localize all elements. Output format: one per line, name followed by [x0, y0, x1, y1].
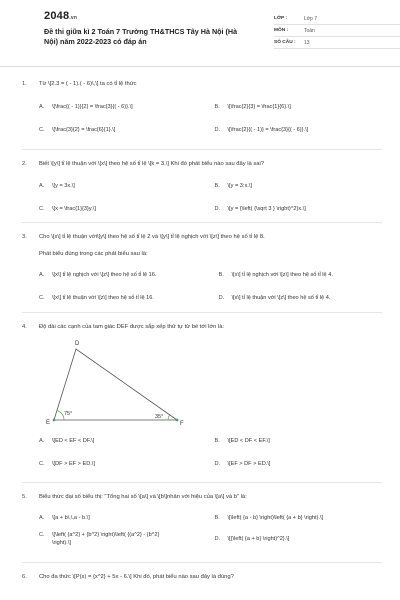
option-text: \[x = \frac{1}{3}y.\] [52, 206, 96, 212]
question-number: 6. [22, 574, 27, 580]
meta-label: SỐ CÂU : [274, 40, 296, 45]
option-text: \[\left( {a - b} \right)\left( {a + b} \right).\] [227, 515, 324, 521]
meta-label: LỚP : [274, 16, 288, 21]
options-grid [39, 182, 382, 213]
options-grid [39, 514, 382, 547]
vertex-f-dot [176, 419, 179, 422]
option-letter: B. [214, 104, 220, 110]
question-stem [22, 233, 382, 241]
option-letter: A. [39, 438, 45, 444]
header-divider [0, 66, 400, 67]
option-letter: D. [214, 461, 221, 467]
option-c[interactable] [39, 294, 211, 302]
option-b[interactable] [219, 271, 382, 279]
option-c[interactable] [39, 126, 207, 134]
option-d[interactable] [215, 460, 383, 468]
question-stem [22, 323, 382, 331]
options-grid [39, 437, 382, 468]
question-text: Biết \[y\] tỉ lệ thuận với \[x\] theo hệ số tỉ lệ \[k = 3.\] Khi đó phát biểu nào sau đây là sai? [39, 161, 265, 167]
option-letter: A. [39, 183, 45, 189]
question-number: 3. [22, 234, 27, 240]
question-stem [22, 80, 382, 88]
meta-row-subject [274, 25, 400, 37]
question-3 [22, 223, 382, 313]
option-b[interactable] [215, 182, 383, 190]
angle-f-label: 35° [155, 414, 164, 420]
option-text: \[\frac{2}{3} = \frac{1}{6}.\] [227, 104, 291, 110]
option-c[interactable] [39, 460, 207, 468]
question-6 [22, 563, 382, 587]
option-letter: C. [39, 295, 45, 301]
question-text: Cho \[x\] tỉ lệ thuận với\[y\] theo hệ số tỉ lệ 2 và \[y\] tỉ lệ nghịch với \[z\] theo hệ số tỉ lệ 8. [39, 234, 265, 240]
option-letter: B. [218, 272, 224, 278]
meta-value: 13 [304, 39, 310, 46]
option-d[interactable] [215, 205, 383, 213]
angle-e-label: 75° [64, 411, 73, 417]
options-grid [39, 271, 382, 302]
question-stem [22, 493, 382, 501]
angle-e-arc [57, 411, 64, 421]
option-a[interactable] [39, 271, 211, 279]
option-letter: C. [39, 206, 45, 212]
question-subtext: Phát biểu đúng trong các phát biểu sau là: [39, 251, 148, 257]
option-b[interactable] [215, 437, 383, 445]
option-text: \[x\] tỉ lệ nghịch với \[z\] theo hệ số tỉ lệ 4. [231, 272, 333, 278]
vertex-e-dot [53, 419, 56, 422]
option-letter: B. [214, 183, 220, 189]
question-number: 2. [22, 161, 27, 167]
option-text: \[ED < EF < DF.\] [52, 438, 95, 444]
question-number: 4. [22, 324, 27, 330]
option-letter: D. [214, 536, 221, 542]
vertex-f-label: F [180, 421, 184, 427]
triangle-shape [54, 349, 177, 420]
option-letter: C. [39, 461, 45, 467]
option-letter: A. [39, 104, 45, 110]
option-letter: A. [39, 515, 45, 521]
option-text: \[ED < DF < EF.\] [227, 438, 270, 444]
question-5 [22, 483, 382, 563]
option-text: \[\left( {a^2} + {b^2} \right)\left( {(a^2} - {b^2} \right).\] [52, 532, 160, 546]
option-text: \[\frac{2}{( - 1)} = \frac{3}{( - 6)}.\] [227, 127, 309, 133]
option-c[interactable] [39, 205, 207, 213]
question-2 [22, 150, 382, 223]
option-text: \[y = {\left( {\sqrt 3 } \right)^2}x.\] [227, 206, 306, 212]
option-a[interactable] [39, 103, 207, 111]
option-text: \[DF > EF > ED.\] [52, 461, 95, 467]
options-grid [39, 103, 382, 134]
logo-suffix: .vn [69, 15, 78, 21]
question-number: 1. [22, 81, 27, 87]
meta-value: Lớp 7 [304, 15, 318, 22]
option-letter: D. [218, 295, 225, 301]
question-text: Biểu thức đại số biểu thị: "Tổng hai số \[a\] và \[b\]nhân với hiệu của \[a\] và b" là: [39, 494, 247, 500]
document-header [22, 0, 378, 62]
option-d[interactable] [215, 531, 383, 547]
vertex-e-label: E [46, 420, 51, 426]
logo-main: 2048 [44, 10, 70, 22]
question-list [22, 80, 382, 587]
option-text: \[\frac{( - 1)}{2} = \frac{3}{( - 6)}.\] [52, 104, 133, 110]
option-letter: C. [39, 532, 45, 538]
triangle-def-figure [42, 335, 192, 427]
question-4 [22, 313, 382, 483]
vertex-d-label: D [75, 341, 80, 347]
option-b[interactable] [215, 514, 383, 522]
document-title: Đề thi giữa kì 2 Toán 7 Trường TH&THCS Tây Hà Nội (Hà Nội) năm 2022-2023 có đáp án [44, 27, 238, 46]
option-text: \[\frac{3}{2} = \frac{6}{1}.\] [52, 127, 116, 133]
option-letter: B. [214, 515, 220, 521]
question-text: Độ dài các cạnh của tam giác DEF được sắp xếp thứ tự từ bé tới lớn là: [39, 324, 225, 330]
option-text: \[y = 3:x.\] [227, 183, 252, 189]
option-letter: B. [214, 438, 220, 444]
question-number: 5. [22, 494, 27, 500]
option-a[interactable] [39, 514, 207, 522]
option-letter: D. [214, 206, 221, 212]
option-c[interactable] [39, 531, 207, 547]
question-stem [22, 160, 382, 168]
option-text: \[x\] tỉ lệ nghịch với \[z\] theo hệ số tỉ lệ 16. [52, 272, 157, 278]
option-b[interactable] [215, 103, 383, 111]
option-letter: A. [39, 272, 45, 278]
option-d[interactable] [219, 294, 382, 302]
question-stem [22, 573, 382, 581]
option-a[interactable] [39, 437, 207, 445]
option-text: \[a + b\,\,a - b.\] [52, 515, 90, 521]
option-d[interactable] [215, 126, 383, 134]
option-text: \[x\] tỉ lệ thuận với \[z\] theo hệ số tỉ lệ 16. [52, 295, 154, 301]
meta-value: Toán [304, 27, 315, 34]
option-letter: C. [39, 127, 45, 133]
meta-table [274, 13, 400, 49]
option-a[interactable] [39, 182, 207, 190]
option-text: \[x\] tỉ lệ thuận với \[z\] theo hệ số tỉ lệ 4. [231, 295, 331, 301]
angle-f-arc [168, 415, 170, 420]
question-text: Từ \[2.3 = ( - 1).( - 6)\,\] ta có tỉ lệ thức [39, 81, 137, 87]
option-letter: D. [214, 127, 221, 133]
site-logo[interactable] [44, 10, 77, 22]
question-1 [22, 80, 382, 150]
meta-label: MÔN : [274, 28, 289, 33]
question-text: Cho đa thức \[P(x) = {x^2} + 5x - 6.\] Khi đó, phát biểu nào sau đây là đúng? [39, 574, 234, 580]
option-text: \[EF > DF > ED.\] [227, 461, 271, 467]
option-text: \[{\left( {a + b} \right)^2}.\] [227, 536, 290, 542]
meta-row-count [274, 37, 400, 49]
meta-row-class [274, 13, 400, 25]
option-text: \[y = 3x.\] [52, 183, 75, 189]
